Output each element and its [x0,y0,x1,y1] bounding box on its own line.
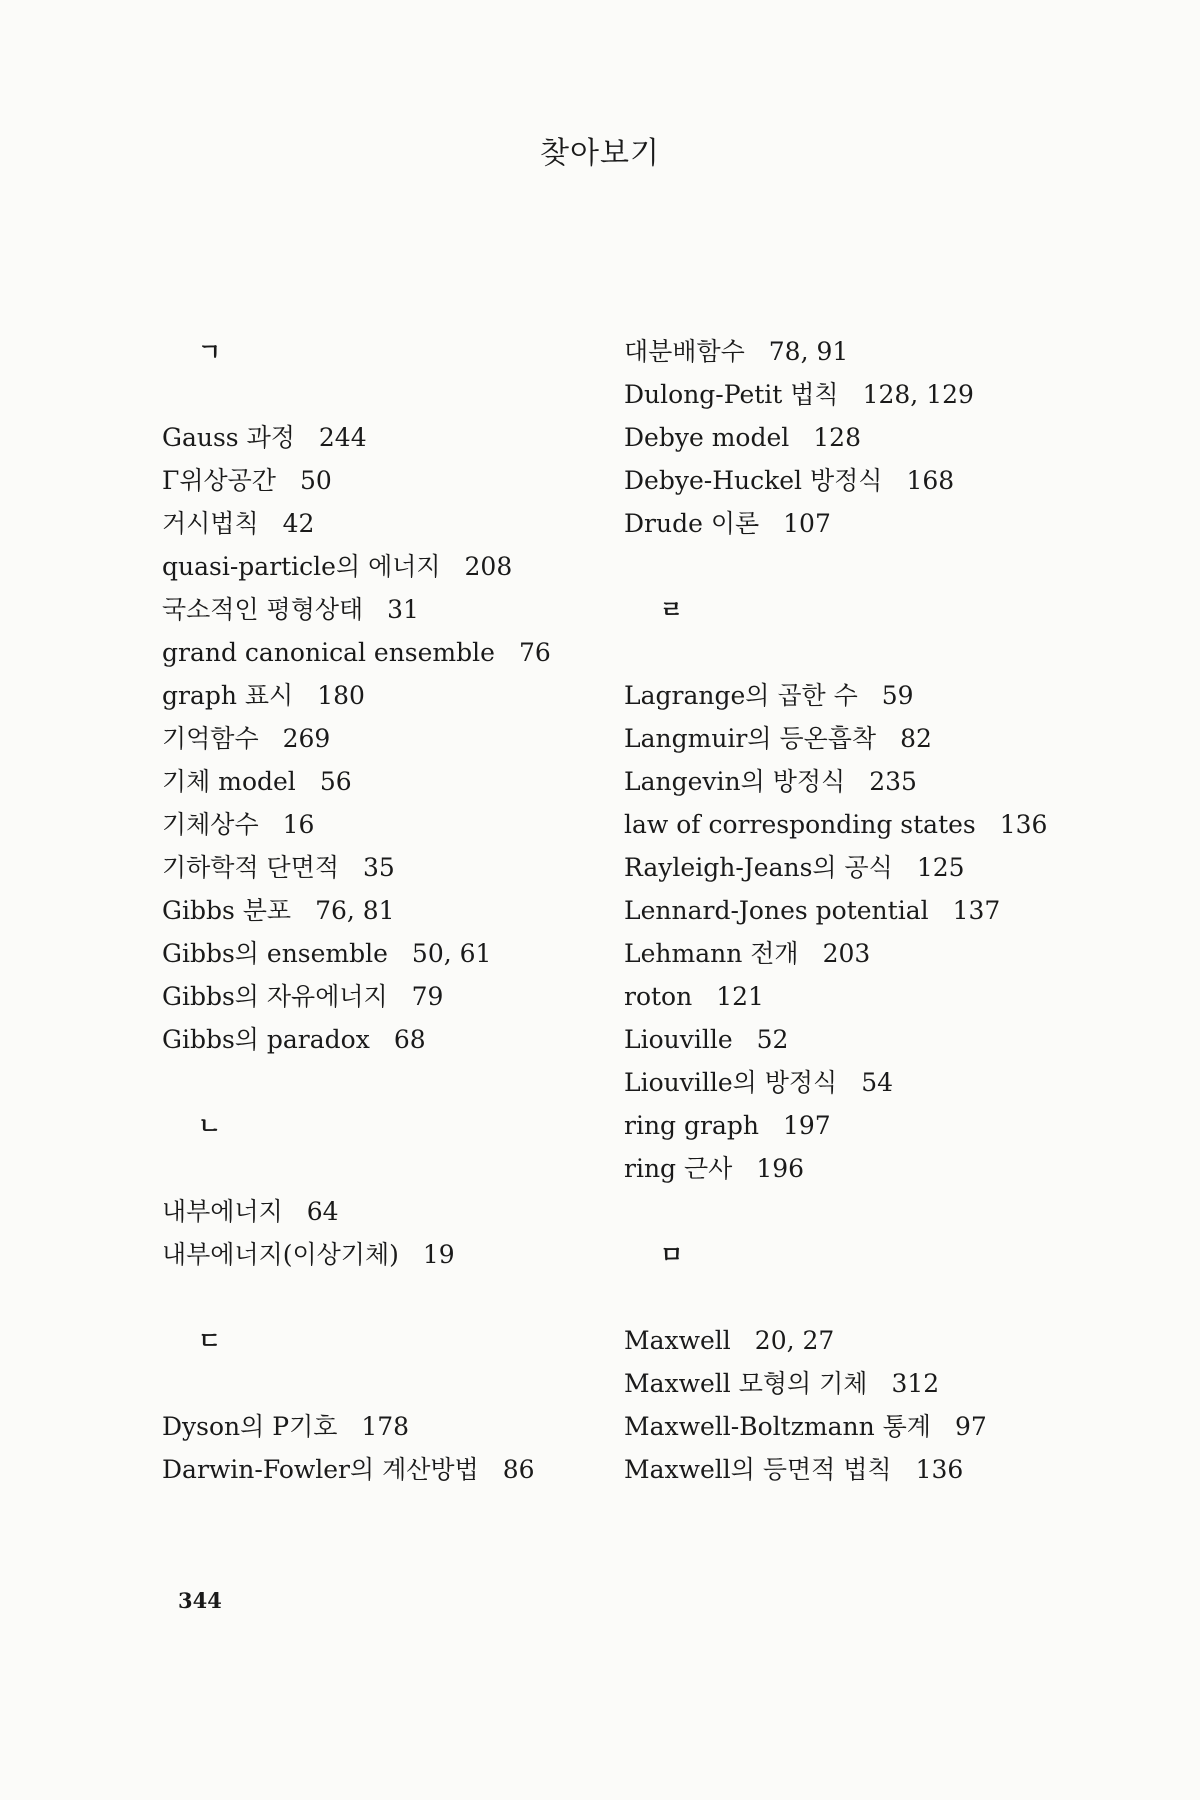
index-entry [162,631,551,674]
index-entry [624,1405,1047,1448]
index-pages: 244 [318,423,367,452]
index-term: 내부에너지(이상기체) [162,1240,399,1269]
index-term: Liouville [624,1025,733,1054]
index-term: ring 근사 [624,1154,733,1183]
section-gap [162,1147,551,1190]
index-entry [624,373,1047,416]
index-term: Gauss 과정 [162,423,295,452]
index-term: 기하학적 단면적 [162,853,339,882]
index-pages: 97 [954,1412,987,1441]
index-pages: 168 [906,466,955,495]
index-pages: 16 [282,810,315,839]
index-entry [162,1233,551,1276]
index-entry [624,1147,1047,1190]
index-pages: 19 [422,1240,455,1269]
index-entry [624,416,1047,459]
index-term: Debye model [624,423,790,452]
index-term: roton [624,982,693,1011]
index-entry [162,717,551,760]
index-pages: 50, 61 [411,939,492,968]
index-column-right [624,330,1047,1491]
index-entry [162,1405,551,1448]
index-term: Γ위상공간 [162,466,276,495]
index-pages: 128 [813,423,861,452]
index-entry [162,803,551,846]
section-gap [162,373,551,416]
section-heading: ㄹ [660,595,684,624]
index-term: Langevin의 방정식 [624,767,846,796]
index-term: Debye-Huckel 방정식 [624,466,883,495]
index-pages: 82 [900,724,932,753]
index-entry [162,1448,551,1491]
index-entry [162,975,551,1018]
section-heading: ㄷ [198,1326,222,1355]
index-term: Maxwell 모형의 기체 [624,1369,868,1398]
index-entry [624,502,1047,545]
index-entry [624,760,1047,803]
index-pages: 64 [306,1197,339,1226]
index-pages: 59 [881,681,914,710]
index-pages: 78, 91 [768,337,849,366]
index-entry [624,1061,1047,1104]
index-pages: 136 [999,810,1048,839]
index-term: 대분배함수 [624,337,745,366]
index-pages: 128, 129 [862,380,974,409]
section-gap [624,1276,1047,1319]
index-entry [624,975,1047,1018]
index-pages: 56 [319,767,352,796]
index-entry [624,1104,1047,1147]
section-gap [162,1061,551,1104]
index-entry [624,846,1047,889]
index-pages: 197 [782,1111,831,1140]
index-term: 기억함수 [162,724,259,753]
index-pages: 203 [822,939,871,968]
index-pages: 235 [869,767,917,796]
index-term: grand canonical ensemble [162,638,495,667]
section-gap [162,1276,551,1319]
index-entry [162,545,551,588]
index-term: Rayleigh-Jeans의 공식 [624,853,893,882]
section-heading: ㅁ [660,1240,684,1269]
section-heading: ㄱ [198,337,222,366]
index-entry [162,416,551,459]
index-entry [162,760,551,803]
index-term: 기체상수 [162,810,259,839]
index-term: 거시법칙 [162,509,259,538]
index-term: quasi-particle의 에너지 [162,552,441,581]
index-entry [624,889,1047,932]
index-term: 국소적인 평형상태 [162,595,364,624]
index-pages: 178 [361,1412,410,1441]
page-number: 344 [178,1588,222,1613]
index-entry [624,717,1047,760]
index-term: graph 표시 [162,681,294,710]
index-term: Langmuir의 등온흡착 [624,724,877,753]
index-entry [162,588,551,631]
section-gap [162,1362,551,1405]
index-entry [624,674,1047,717]
index-term: Maxwell [624,1326,731,1355]
index-term: ring graph [624,1111,759,1140]
index-entry [162,889,551,932]
index-term: Maxwell-Boltzmann 통계 [624,1412,931,1441]
section-gap [624,631,1047,674]
index-pages: 312 [891,1369,940,1398]
index-pages: 76 [518,638,551,667]
index-entry [162,1018,551,1061]
index-pages: 137 [952,896,1001,925]
index-term: Gibbs의 paradox [162,1025,370,1054]
index-pages: 196 [756,1154,805,1183]
index-pages: 54 [861,1068,894,1097]
index-term: Lagrange의 곱한 수 [624,681,858,710]
index-term: Liouville의 방정식 [624,1068,838,1097]
index-term: 내부에너지 [162,1197,283,1226]
index-entry [162,502,551,545]
index-pages: 52 [756,1025,789,1054]
index-term: Gibbs의 자유에너지 [162,982,388,1011]
index-term: 기체 model [162,767,296,796]
index-entry [624,1018,1047,1061]
index-pages: 76, 81 [315,896,395,925]
index-entry [162,1190,551,1233]
section-gap [624,1190,1047,1233]
index-pages: 121 [716,982,764,1011]
index-column-left [162,330,551,1491]
index-pages: 42 [282,509,315,538]
index-entry [624,932,1047,975]
index-entry [624,1448,1047,1491]
index-entry [162,674,551,717]
index-entry [624,1319,1047,1362]
index-entry [162,846,551,889]
index-pages: 20, 27 [754,1326,835,1355]
index-term: Lehmann 전개 [624,939,799,968]
index-entry [624,1362,1047,1405]
section-heading: ㄴ [198,1111,222,1140]
index-term: Dyson의 P기호 [162,1412,338,1441]
index-pages: 50 [299,466,332,495]
index-term: Drude 이론 [624,509,760,538]
index-term: Dulong-Petit 법칙 [624,380,839,409]
index-pages: 208 [464,552,513,581]
section-gap [624,545,1047,588]
index-pages: 136 [915,1455,964,1484]
index-entry [162,932,551,975]
index-term: Lennard-Jones potential [624,896,929,925]
index-pages: 269 [282,724,331,753]
index-term: Darwin-Fowler의 계산방법 [162,1455,479,1484]
index-pages: 68 [393,1025,426,1054]
index-entry [624,459,1047,502]
index-term: law of corresponding states [624,810,976,839]
index-pages: 79 [411,982,444,1011]
index-pages: 125 [916,853,965,882]
index-term: Gibbs의 ensemble [162,939,388,968]
index-term: Maxwell의 등면적 법칙 [624,1455,892,1484]
index-pages: 86 [502,1455,535,1484]
index-pages: 107 [783,509,831,538]
index-entry [624,330,1047,373]
index-pages: 35 [363,853,395,882]
index-pages: 31 [387,595,419,624]
index-entry [162,459,551,502]
index-entry [624,803,1047,846]
index-pages: 180 [317,681,365,710]
page-title: 찾아보기 [540,136,660,171]
index-term: Gibbs 분포 [162,896,292,925]
